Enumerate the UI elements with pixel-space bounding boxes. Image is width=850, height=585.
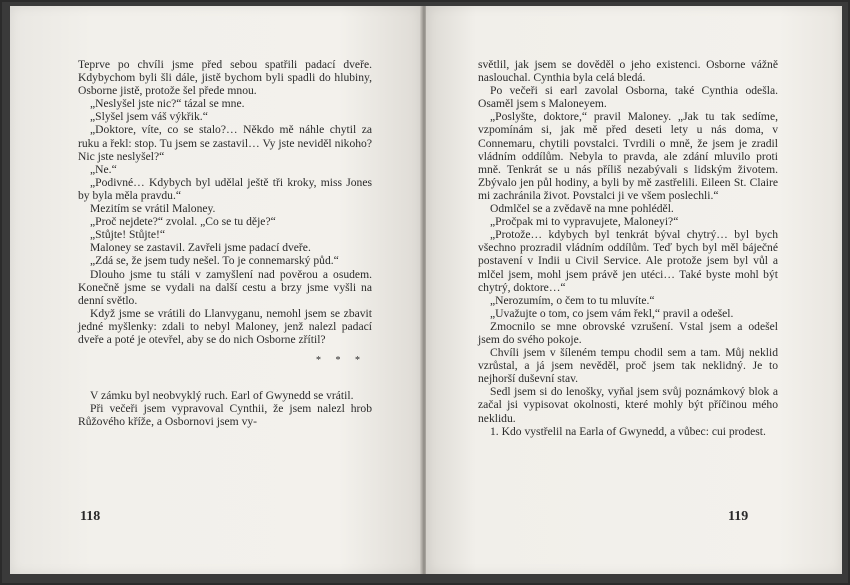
page-number: 119: [728, 509, 749, 524]
paragraph: Sedl jsem si do lenošky, vyňal jsem svůj poznámkový blok a začal jsi vypisovat okolnosti, které mohly být příčinou mého neklidu.: [478, 385, 778, 425]
paragraph: „Neslyšel jste nic?“ tázal se mne.: [90, 97, 245, 111]
paragraph: Zmocnilo se mne obrovské vzrušení. Vstal jsem a odešel jsem do svého pokoje.: [478, 319, 778, 346]
paragraph: „Nerozumím, o čem to tu mluvíte.“: [490, 293, 655, 307]
paragraph: „Protože… kdybych byl tenkrát býval chytrý… byl bych všechno prozradil vládním oddílům. Teď bych byl měl báječné postavení v Indii u Civil Service. Ale protože jsem byl vůl a mlčel jsem, mohl jsem právě jen utéci… Také byste mohl být chytrý, doktore…“: [478, 228, 778, 294]
paragraph: V zámku byl neobvyklý ruch. Earl of Gwynedd se vrátil.: [90, 389, 354, 403]
left-page: [10, 6, 422, 574]
paragraph: Mezitím se vrátil Maloney.: [90, 202, 216, 216]
list-item: 1. Kdo vystřelil na Earla of Gwynedd, a vůbec: cui prodest.: [490, 424, 766, 438]
paragraph: Odmlčel se a zvědavě na mne pohléděl.: [490, 202, 674, 216]
paragraph: Teprve po chvíli jsme před sebou spatřili padací dveře. Kdybychom byli šli dále, jistě bychom byli spadli do hlubiny, Osborne jistě, protože šel přede mnou.: [78, 58, 372, 98]
paragraph: Dlouho jsme tu stáli v zamyšlení nad pověrou a osudem. Konečně jsme se vydali na další cestu a brzy jsme vyšli na denní světlo.: [78, 267, 372, 307]
paragraph: „Podivné… Kdybych byl udělal ještě tři kroky, miss Jones by byla měla pravdu.“: [78, 175, 372, 202]
section-break-stars: * * *: [316, 355, 366, 367]
paragraph: Když jsme se vrátili do Llanvyganu, nemohl jsem se zbavit jedné myšlenky: zdali to nebyl Maloney, jenž nalezl padací dveře a poté je otevřel, aby se do nich Osborne zřítil?: [78, 306, 372, 346]
paragraph: „Uvažujte o tom, co jsem vám řekl,“ pravil a odešel.: [490, 306, 734, 320]
paragraph: „Poslyšte, doktore,“ pravil Maloney. „Jak tu tak sedíme, vzpomínám si, jak mě před deseti lety u nás doma, v Connemaru, chytili povstalci. Tvrdili o mně, že jsem je zradil vládním oddílům. Nebyla to pravda, ale zdání mluvilo proti mně. Tenkrát se u nás příliš nezabývali s lidským životem. Zbývalo jen půl hodiny, a byli by mě zastřelili. Eileen St. Claire mi zachránila život. Povstalci ji ve všem poslechli.“: [478, 110, 778, 202]
paragraph: „Zdá se, že jsem tudy nešel. To je connemarský půd.“: [90, 254, 339, 268]
paragraph: „Stůjte! Stůjte!“: [90, 228, 166, 242]
paragraph: Při večeři jsem vypravoval Cynthii, že jsem nalezl hrob Růžového kříže, a Osbornovi jsem vy-: [78, 402, 372, 429]
left-page-text: [78, 58, 372, 428]
paragraph: Maloney se zastavil. Zavřeli jsme padací dveře.: [90, 241, 311, 255]
paragraph: světlil, jak jsem se dověděl o jeho existenci. Osborne vážně naslouchal. Cynthia byla celá bledá.: [478, 58, 778, 85]
paragraph: Chvíli jsem v šíleném tempu chodil sem a tam. Můj neklid vzrůstal, a já jsem nevěděl, proč jsem tak neklidný. Je to nejhorší duševní stav.: [478, 346, 778, 386]
open-book: [2, 2, 848, 583]
paragraph: Po večeři si earl zavolal Osborna, také Cynthia odešla. Osaměl jsem s Maloneyem.: [478, 84, 778, 111]
paragraph: „Pročpak mi to vypravujete, Maloneyi?“: [490, 215, 679, 229]
paragraph: „Ne.“: [90, 162, 117, 176]
paragraph: „Proč nejdete?“ zvolal. „Co se tu děje?“: [90, 215, 276, 229]
page-number: 118: [80, 509, 101, 524]
paragraph: „Doktore, víte, co se stalo?… Někdo mě náhle chytil za ruku a řekl: stop. Tu jsem se zastavil… Vy jste neviděl nikoho? Nic jste neslyšel?“: [78, 123, 372, 163]
right-page-text: [478, 58, 778, 438]
paragraph: „Slyšel jsem váš výkřik.“: [90, 110, 208, 124]
right-page: [426, 6, 842, 574]
